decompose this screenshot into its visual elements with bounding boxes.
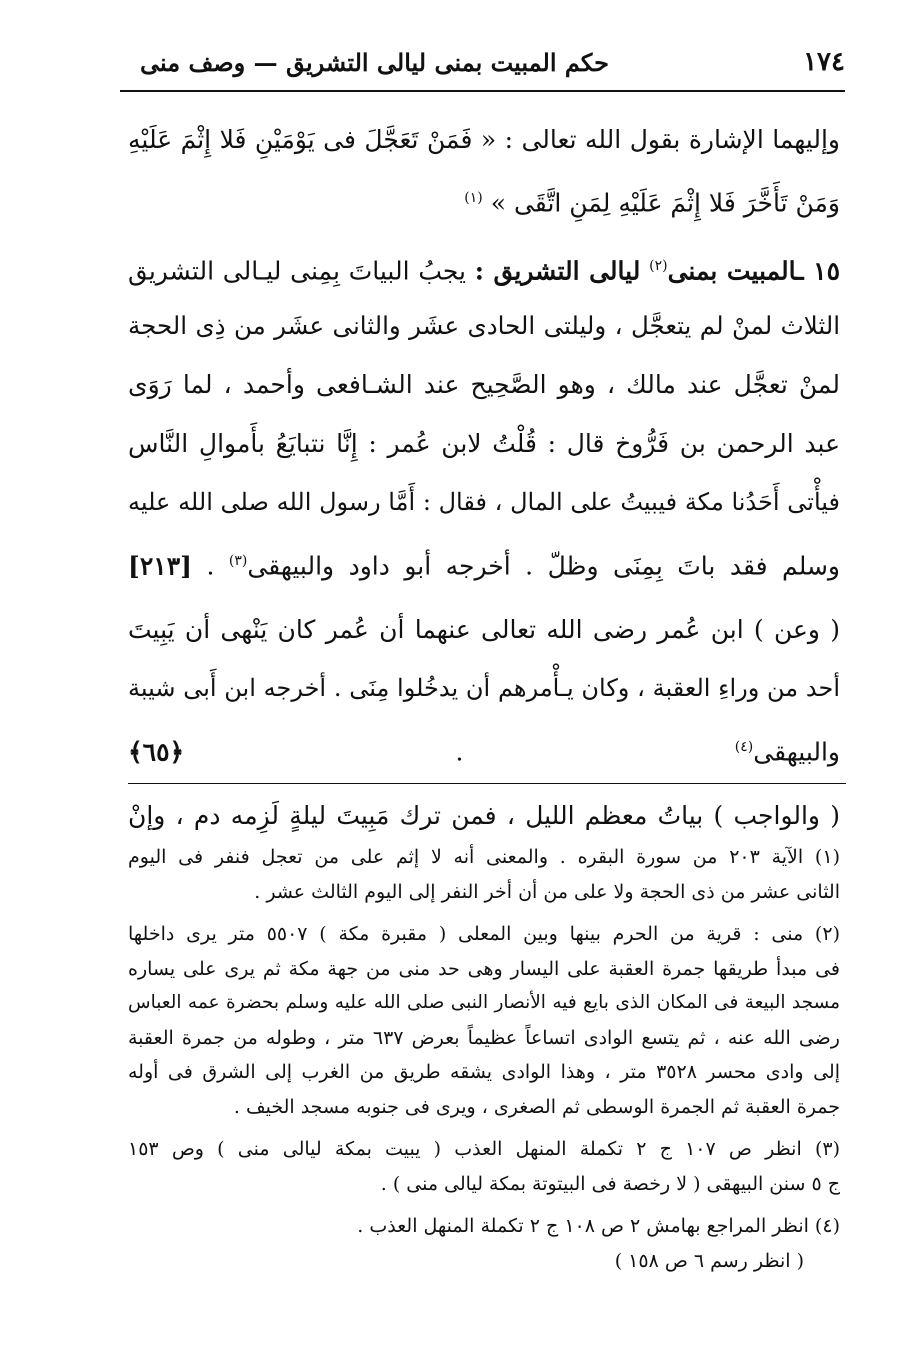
section-heading: المبيت بمنى (667, 256, 797, 286)
fn2-line-3: مسجد البيعة فى المكان الذى بايع فيه الأنصار النبى صلى الله عليه وسلم بحضرة عمه العباس (128, 992, 840, 1013)
section-heading-2: ليالى التشريق : (474, 256, 641, 286)
fn2-line-1: (٢) منى : قرية من الحرم بينها وبين المعلى ( مقبرة مكة ) ٥٥٠٧ متر يرى داخلها (128, 923, 840, 945)
fn2-line-5: إلى وادى محسر ٣٥٢٨ متر ، وهذا الوادى يشقه طريق من الغرب إلى الشرق فى أوله (128, 1061, 840, 1083)
fn4-line-1: (٤) انظر المراجع بهامش ٢ ص ١٠٨ ج ٢ تكملة المنهل العذب . (357, 1215, 840, 1237)
section-number: ١٥ ـ (796, 256, 840, 286)
fn4-line-2: ( انظر رسم ٦ ص ١٥٨ ) (614, 1249, 804, 1272)
p2-line-1 (128, 237, 840, 296)
fn2-line-4: رضى الله عنه ، ثم يتسع الوادى اتساعاً عظيماً بعرض ٦٣٧ متر ، وطوله من جمرة العقبة (128, 1026, 840, 1049)
footnote-marker-2: (٢) (649, 258, 668, 274)
footnote-marker-1: (١) (464, 190, 483, 206)
fn1-line-1: (١) الآية ٢٠٣ من سورة البقره . والمعنى أنه لا إثم على من تعجل فنفر فى اليوم (128, 846, 840, 868)
hadith-ref-65: ﴿٦٥﴾ (128, 737, 185, 767)
p1-line-1: وإليهما الإشارة بقول الله تعالى : « فَمَنْ تَعَجَّلَ فى يَوْمَيْنِ فَلا إِثْمَ عَلَيْهِ (128, 125, 840, 154)
footnotes (128, 840, 840, 1278)
running-title: حكم المبيت بمنى ليالى التشريق — وصف منى (140, 47, 609, 77)
fn3-line-1: (٣) انظر ص ١٠٧ ج ٢ تكملة المنهل العذب ( يبيت بمكة ليالى منى ) وص ١٥٣ (128, 1138, 840, 1160)
header-rule (120, 90, 845, 92)
main-text (128, 110, 840, 845)
p2-line-3: لمنْ تعجَّل عند مالك ، وهو الصَّحِيح عند الشـافعى وأحمد ، لما رَوَى (128, 370, 840, 399)
p3-line-2: أحد من وراءِ العقبة ، وكان يـأْمرهم أن يدخُلوا مِنَى . أخرجه ابن أَبى شيبة (128, 674, 840, 702)
footnote-marker-4: (٤) (734, 739, 754, 755)
footnote-marker-3: (٣) (228, 553, 248, 569)
hadith-ref-213: [٢١٣] (128, 551, 192, 581)
p4-line-1: ( والواجب ) بياتُ معظم الليل ، فمن ترك مَبِيتَ ليلةٍ لَزِمه دم ، وإنْ (128, 801, 840, 830)
fn3-line-2: ج ٥ سنن البيهقى ( لا رخصة فى البيتوتة بمكة ليالى منى ) . (380, 1172, 840, 1195)
p2-line-2: الثلاث لمنْ لم يتعجَّل ، وليلتى الحادى عشَر والثانى عشَر من ذِى الحجة (128, 311, 840, 340)
fn2-line-6: جمرة العقبة ثم الجمرة الوسطى ثم الصغرى ، ويرى فى جنوبه مسجد الخيف . (233, 1095, 840, 1118)
footnote-separator (128, 783, 846, 784)
page-number: ١٧٤ (803, 47, 845, 77)
p2-line-6-text: وسلم فقد باتَ بِمِنَى وظلّ . أخرجه أبو داود والبيهقى (247, 551, 840, 581)
p3-line-3: والبيهقى$^{(٤)}$ . ﴿٦٥﴾ (128, 737, 840, 767)
p3-line-3-text: والبيهقى (753, 737, 840, 767)
p2-line-5: فيأْتى أَحَدُنا مكة فيبيتُ على المال ، فقال : أَمَّا رسول الله صلى الله عليه (128, 488, 840, 516)
p2-line-6: وسلم فقد باتَ بِمِنَى وظلّ . أخرجه أبو داود والبيهقى$^{(٣)}$ . [٢١٣] (128, 551, 840, 581)
fn1-line-2: الثانى عشر من ذى الحجة ولا على من أن أخر النفر إلى اليوم الثالث عشر . (254, 880, 840, 903)
page-header (120, 40, 845, 84)
p3-line-1: ( وعن ) ابن عُمر رضى الله تعالى عنهما أن عُمر كان يَنْهى أن يَبِيتَ (128, 615, 840, 644)
p1-line-2 (128, 169, 840, 228)
fn2-line-2: فى مبدأ طريقها جمرة العقبة على اليسار وهى حد منى من جهة مكة ثم يرى على يساره (128, 957, 840, 980)
p2-line-4: عبد الرحمن بن فَرُّوخ قال : قُلْتُ لابن عُمر : إِنَّا نتبايَعُ بأَموالِ النَّاس (128, 429, 840, 458)
p2-line-1-text: يجبُ البياتَ بِمِنى ليـالى التشريق (128, 256, 466, 286)
p1-line-2-text: وَمَنْ تَأَخَّرَ فَلا إِثْمَ عَلَيْهِ لِمَنِ اتَّقَى » (490, 188, 840, 218)
